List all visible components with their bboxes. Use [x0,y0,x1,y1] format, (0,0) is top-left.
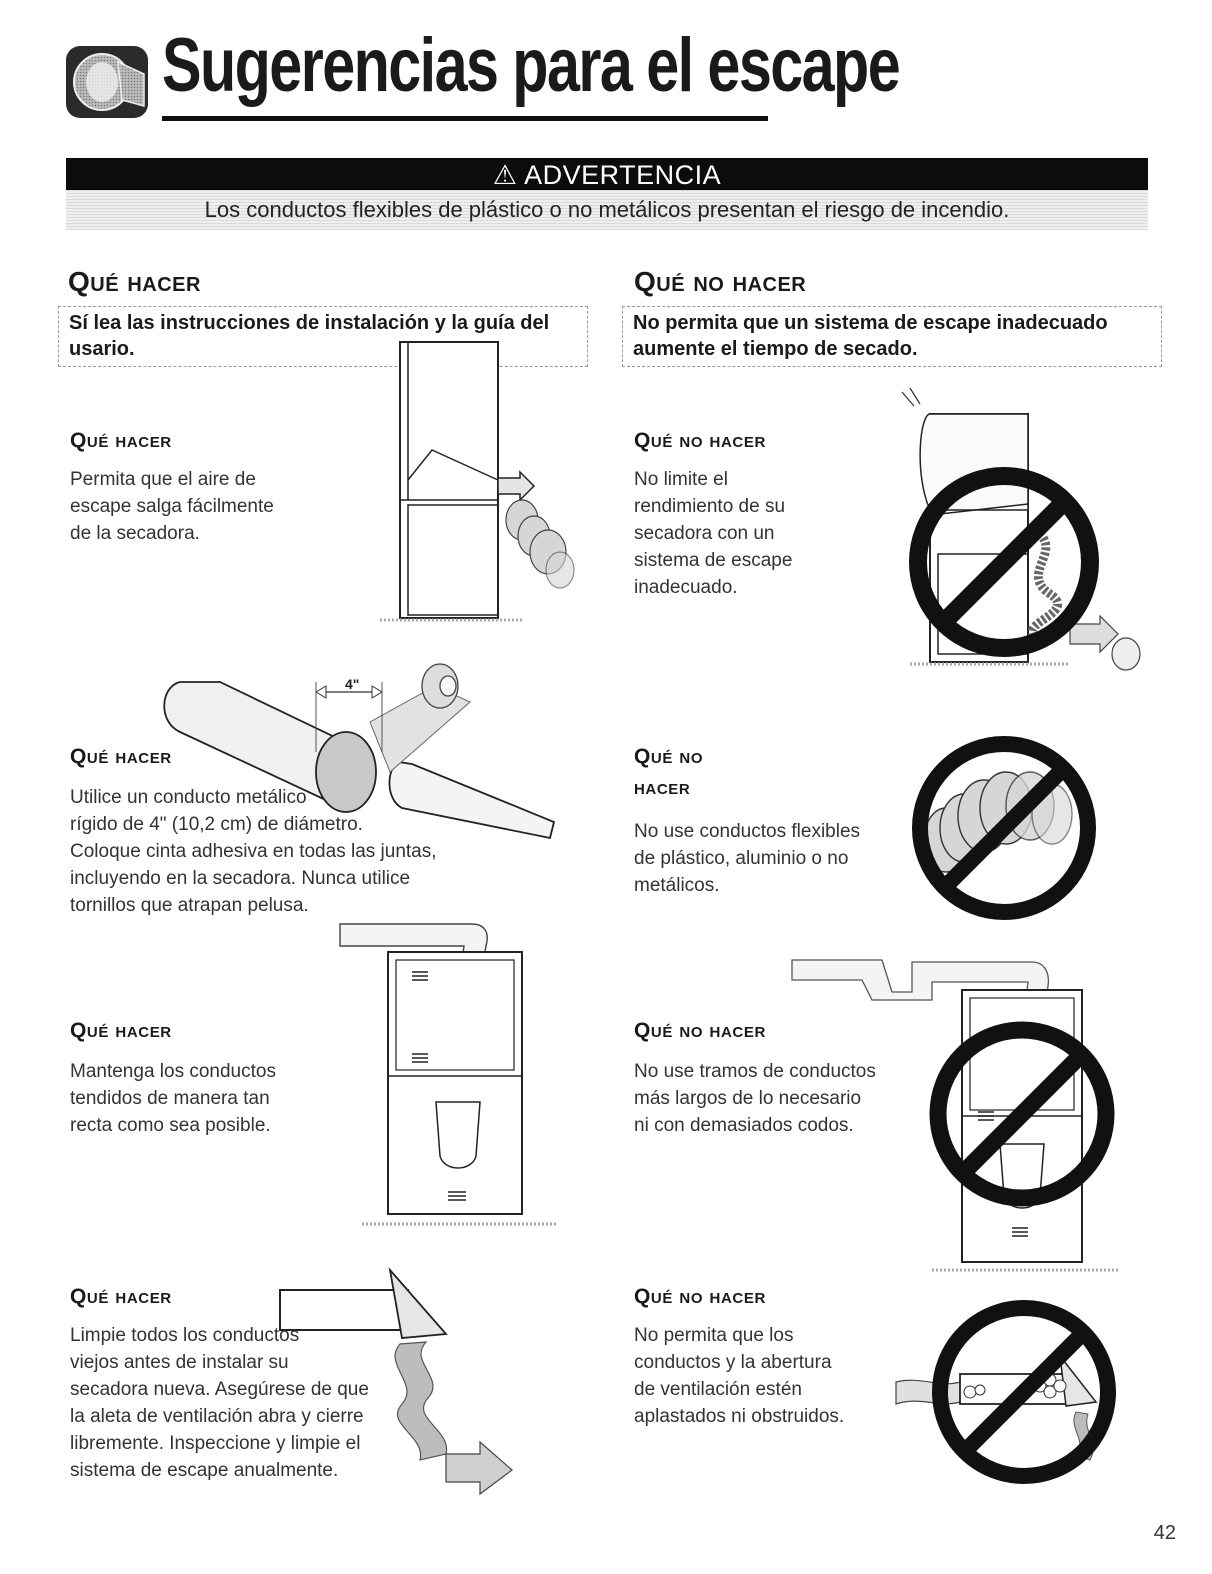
title-underline [162,116,768,121]
body-line: de la secadora. [70,523,200,544]
body-line: incluyendo en la secadora. Nunca utilice [70,868,411,889]
body-line: rendimiento de su [634,496,786,517]
do-item-3-body [70,1058,370,1139]
heading-line: Qué no [634,745,704,768]
body-line: de plástico, aluminio o no [634,848,849,869]
do-section-heading: Qué hacer [68,266,201,297]
heading-line: hacer [634,776,691,800]
body-line: escape salga fácilmente [70,496,274,517]
page-number: 42 [1153,1522,1176,1544]
body-line: No use tramos de conductos [634,1061,876,1082]
do-item-4-heading: Qué hacer [70,1285,172,1308]
body-line: tendidos de manera tan [70,1088,270,1109]
dont-item-4-heading: Qué no hacer [634,1285,766,1308]
do-item-2-heading: Qué hacer [70,745,172,768]
do-item-4-body [70,1322,410,1484]
body-line: viejos antes de instalar su [70,1352,289,1373]
do-section-intro: Sí lea las instrucciones de instalación y la guía del usario. [58,306,588,367]
body-line: libremente. Inspeccione y limpie el [70,1433,361,1454]
dont-item-1-body [634,466,884,601]
prohibited-flexible-duct-illustration [906,728,1106,933]
body-line: más largos de lo necesario [634,1088,862,1109]
dont-section-heading: Qué no hacer [634,266,807,297]
dont-item-2-body [634,818,894,899]
prohibited-restricted-exhaust-illustration [890,384,1160,689]
prohibited-crushed-vent-illustration [890,1296,1130,1501]
body-line: No limite el [634,469,728,490]
body-line: tornillos que atrapan pelusa. [70,895,309,916]
body-line: inadecuado. [634,577,738,598]
stacked-dryer-vent-illustration [372,340,602,635]
body-line: Utilice un conducto metálico [70,787,307,808]
warning-header [66,158,1148,190]
dont-item-1-heading: Qué no hacer [634,429,766,452]
body-line: metálicos. [634,875,720,896]
dryer-vent-icon [64,44,150,120]
body-line: la aleta de ventilación abra y cierre [70,1406,364,1427]
body-line: Permita que el aire de [70,469,256,490]
warning-banner [66,158,1148,230]
body-line: sistema de escape [634,550,793,571]
do-item-1-heading: Qué hacer [70,429,172,452]
dont-item-2-heading [634,744,703,800]
warning-label: ADVERTENCIA [524,160,722,190]
body-line: sistema de escape anualmente. [70,1460,339,1481]
body-line: aplastados ni obstruidos. [634,1406,845,1427]
body-line: conductos y la abertura [634,1352,832,1373]
body-line: ni con demasiados codos. [634,1115,854,1136]
do-item-2-body [70,784,500,919]
warning-triangle-icon: ⚠ [492,160,518,190]
body-line: secadora con un [634,523,775,544]
body-line: secadora nueva. Asegúrese de que [70,1379,369,1400]
warning-message: Los conductos flexibles de plástico o no metálicos presentan el riesgo de incendio. [66,190,1148,230]
do-item-3-heading: Qué hacer [70,1019,172,1042]
body-line: Coloque cinta adhesiva en todas las juntas, [70,841,437,862]
dont-item-3-heading: Qué no hacer [634,1019,766,1042]
body-line: Mantenga los conductos [70,1061,276,1082]
body-line: de ventilación estén [634,1379,802,1400]
dont-section-intro: No permita que un sistema de escape inadecuado aumente el tiempo de secado. [622,306,1162,367]
body-line: rígido de 4" (10,2 cm) de diámetro. [70,814,363,835]
body-line: Limpie todos los conductos [70,1325,300,1346]
duct-diameter-label: 4" [345,676,360,692]
dont-item-3-body [634,1058,894,1139]
body-line: recta como sea posible. [70,1115,271,1136]
page-title: Sugerencias para el escape [162,23,900,108]
dont-item-4-body [634,1322,894,1430]
do-item-1-body [70,466,350,547]
body-line: No permita que los [634,1325,794,1346]
body-line: No use conductos flexibles [634,821,861,842]
